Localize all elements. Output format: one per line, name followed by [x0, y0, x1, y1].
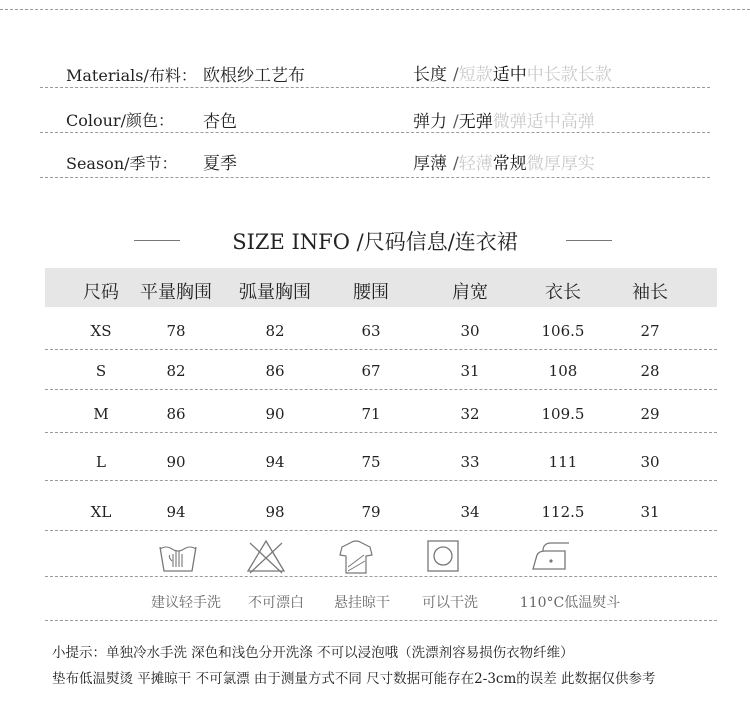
- table-cell: 30: [640, 453, 660, 471]
- table-cell: 32: [460, 405, 480, 423]
- thickness-thin: 轻薄: [458, 154, 493, 174]
- thickness-slight-thick: 微厚: [526, 154, 561, 174]
- length-medium: 适中: [492, 65, 527, 85]
- table-cell: 67: [361, 362, 381, 380]
- season-label: Season/季节：: [66, 154, 178, 173]
- table-cell: 78: [166, 322, 186, 340]
- iron-icon: [529, 537, 573, 577]
- hang-dry-icon: [334, 537, 378, 577]
- thickness-title: 厚薄: [413, 154, 447, 174]
- table-cell: 29: [640, 405, 660, 423]
- table-cell: XL: [90, 503, 112, 521]
- care-divider: [45, 620, 717, 621]
- table-cell: 90: [166, 453, 186, 471]
- table-header-cell: 衣长: [545, 282, 581, 303]
- row-divider: [40, 87, 710, 88]
- elasticity-title: 弹力: [413, 112, 447, 132]
- separator: /: [453, 65, 459, 85]
- thickness-regular: 常规: [492, 154, 527, 174]
- table-cell: 94: [166, 503, 186, 521]
- table-header-cell: 平量胸围: [140, 282, 212, 303]
- table-cell: 30: [460, 322, 480, 340]
- elasticity-medium: 适中: [526, 112, 561, 132]
- title-line-right: [566, 240, 612, 241]
- row-divider: [45, 389, 717, 390]
- table-cell: 79: [361, 503, 381, 521]
- row-divider: [45, 432, 717, 433]
- top-divider: [0, 9, 750, 10]
- table-cell: 111: [548, 453, 578, 471]
- season-value: 夏季: [203, 154, 237, 174]
- tip-line-1: 小提示：单独冷水手洗 深色和浅色分开洗涤 不可以浸泡哦（洗漂剂容易损伤衣物纤维）: [52, 645, 574, 661]
- table-header-cell: 弧量胸围: [239, 282, 311, 303]
- row-divider: [40, 177, 710, 178]
- hand-wash-icon: [156, 537, 200, 577]
- table-cell: 86: [265, 362, 285, 380]
- table-cell: L: [96, 453, 106, 471]
- row-divider: [45, 530, 717, 531]
- elasticity-high: 高弹: [560, 112, 595, 132]
- care-label-hand-wash: 建议轻手洗: [151, 595, 221, 611]
- materials-label: Materials/布料：: [66, 66, 197, 85]
- row-divider: [40, 132, 710, 133]
- table-cell: 27: [640, 322, 660, 340]
- separator: /: [453, 112, 459, 132]
- table-cell: 28: [640, 362, 660, 380]
- care-label-dry-clean: 可以干洗: [422, 595, 478, 611]
- no-bleach-icon: [244, 537, 288, 577]
- tip-line-2: 垫布低温熨烫 平摊晾干 不可氯漂 由于测量方式不同 尺寸数据可能存在2-3cm的误差 此数据仅供参考: [52, 671, 656, 687]
- table-cell: 112.5: [541, 503, 585, 521]
- care-divider: [45, 576, 717, 577]
- row-divider: [45, 349, 717, 350]
- elasticity-slight: 微弹: [492, 112, 527, 132]
- table-cell: 108: [548, 362, 578, 380]
- table-header-cell: 尺码: [83, 282, 119, 303]
- table-cell: 86: [166, 405, 186, 423]
- separator: /: [453, 154, 459, 174]
- table-header-cell: 肩宽: [452, 282, 488, 303]
- table-cell: 34: [460, 503, 480, 521]
- colour-value: 杏色: [203, 112, 237, 132]
- table-cell: 98: [265, 503, 285, 521]
- elasticity-none: 无弹: [458, 112, 493, 132]
- table-cell: 109.5: [541, 405, 585, 423]
- table-cell: 63: [361, 322, 381, 340]
- row-divider: [45, 480, 717, 481]
- length-long: 长款: [577, 65, 612, 85]
- table-cell: XS: [90, 322, 112, 340]
- table-cell: 31: [640, 503, 660, 521]
- length-title: 长度: [413, 65, 447, 85]
- length-mid-long: 中长款: [526, 65, 578, 85]
- table-cell: 82: [166, 362, 186, 380]
- table-cell: 75: [361, 453, 381, 471]
- table-cell: S: [95, 362, 107, 380]
- care-label-no-bleach: 不可漂白: [248, 595, 304, 611]
- table-cell: 33: [460, 453, 480, 471]
- care-label-iron: 110°C低温熨斗: [519, 595, 621, 611]
- care-label-hang-dry: 悬挂晾干: [334, 595, 390, 611]
- thickness-options: [413, 149, 595, 174]
- size-info-title: SIZE INFO /尺码信息/连衣裙: [232, 230, 518, 254]
- thickness-thick: 厚实: [560, 154, 595, 174]
- length-options: [413, 60, 612, 85]
- table-cell: 90: [265, 405, 285, 423]
- table-cell: 71: [361, 405, 381, 423]
- colour-label: Colour/颜色：: [66, 111, 174, 130]
- table-cell: M: [93, 405, 109, 423]
- table-cell: 106.5: [541, 322, 585, 340]
- table-cell: 94: [265, 453, 285, 471]
- dry-clean-icon: [423, 537, 467, 577]
- elasticity-options: [413, 107, 595, 132]
- table-cell: 31: [460, 362, 480, 380]
- table-cell: 82: [265, 322, 285, 340]
- length-short: 短款: [458, 65, 493, 85]
- table-header-cell: 腰围: [353, 282, 389, 303]
- materials-value: 欧根纱工艺布: [203, 66, 305, 86]
- table-header-cell: 袖长: [632, 282, 668, 303]
